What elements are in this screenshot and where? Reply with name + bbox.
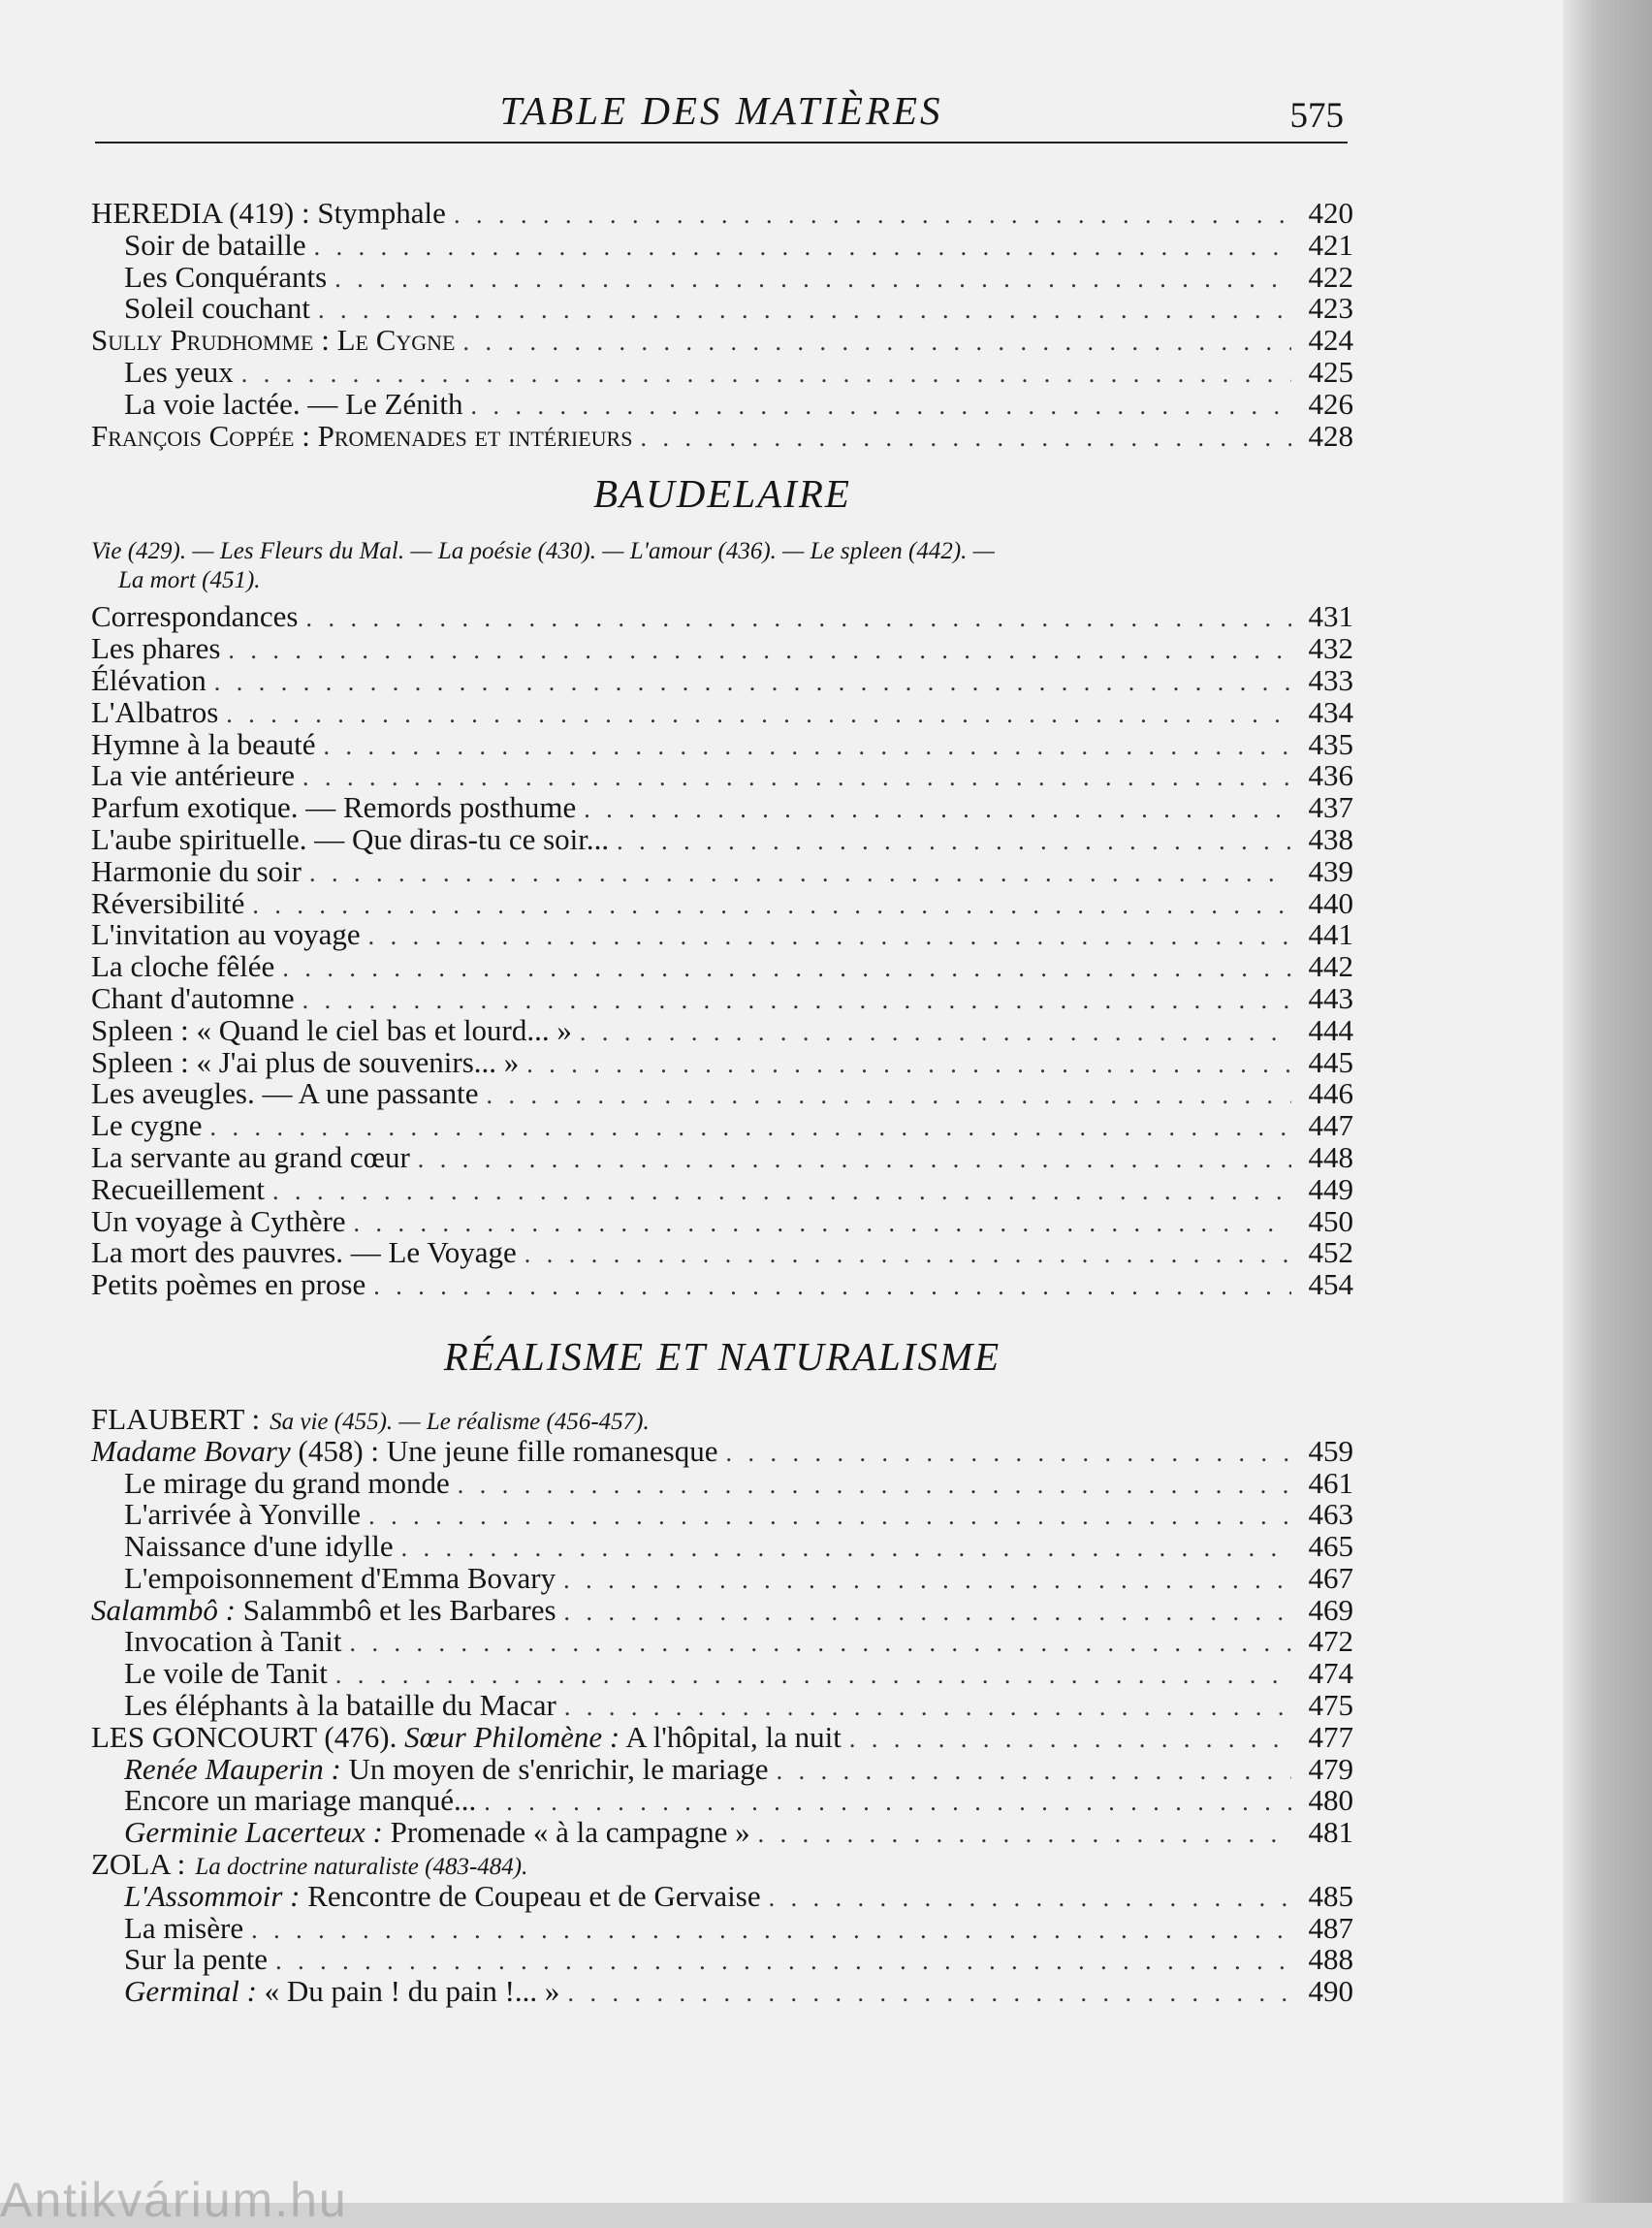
entry-text: L'aube spirituelle. — Que diras-tu ce soir... bbox=[91, 821, 610, 856]
entry-text: Sur la pente bbox=[124, 1942, 269, 1977]
baudelaire-intro bbox=[91, 537, 1353, 595]
entry-text: Sully Prudhomme : Le Cygne bbox=[91, 323, 456, 358]
dot-leader bbox=[368, 1501, 1291, 1533]
work-title: Renée Mauperin : bbox=[124, 1751, 341, 1786]
toc-entry-title bbox=[91, 1012, 572, 1047]
toc-entry-page: 438 bbox=[1308, 821, 1353, 856]
toc-entry-title bbox=[124, 1560, 556, 1595]
toc-entry[interactable] bbox=[91, 386, 1353, 421]
toc-entry-title bbox=[91, 1139, 410, 1174]
entry-text: L'arrivée à Yonville bbox=[124, 1497, 362, 1532]
toc-entry[interactable] bbox=[91, 1171, 1353, 1206]
toc-entry[interactable] bbox=[91, 227, 1353, 262]
toc-entry[interactable] bbox=[91, 1560, 1353, 1595]
dot-leader bbox=[214, 667, 1291, 699]
entry-text: La mort des pauvres. — Le Voyage bbox=[91, 1235, 517, 1270]
toc-entry-title bbox=[91, 325, 455, 357]
flaubert-heading bbox=[91, 1401, 1353, 1436]
entry-text: Le mirage du grand monde bbox=[124, 1465, 450, 1500]
toc-entry-title bbox=[91, 1110, 202, 1142]
toc-entry-title bbox=[124, 1785, 476, 1817]
dot-leader bbox=[282, 953, 1291, 985]
dot-leader bbox=[726, 1438, 1292, 1470]
toc-entry-page: 480 bbox=[1308, 1783, 1353, 1818]
page-title: TABLE DES MATIÈRES bbox=[499, 88, 943, 133]
toc-entry-title bbox=[91, 418, 633, 453]
toc-entry-title bbox=[124, 1626, 342, 1658]
toc-entry-page: 475 bbox=[1308, 1688, 1353, 1723]
zola-head: ZOLA : bbox=[91, 1847, 186, 1882]
toc-entry-title bbox=[91, 726, 316, 761]
baudelaire-intro-line2: La mort (451). bbox=[118, 567, 261, 594]
dot-leader bbox=[418, 1144, 1291, 1176]
dot-leader bbox=[272, 1176, 1291, 1208]
entry-text: (458) : Une jeune fille romanesque bbox=[290, 1433, 718, 1468]
toc-entry[interactable] bbox=[91, 1658, 1353, 1690]
toc-entry[interactable] bbox=[91, 853, 1353, 888]
toc-entry-page: 477 bbox=[1308, 1719, 1353, 1754]
dot-leader bbox=[318, 295, 1291, 327]
toc-entry[interactable] bbox=[91, 259, 1353, 294]
entry-text: Recueillement bbox=[91, 1171, 266, 1206]
flaubert-head: FLAUBERT : bbox=[91, 1401, 261, 1436]
entry-text: Élévation bbox=[91, 662, 206, 697]
toc-entry-title bbox=[124, 386, 463, 421]
entry-text: Un moyen de s'enrichir, le mariage bbox=[340, 1751, 769, 1786]
toc-entry-page: 447 bbox=[1308, 1108, 1353, 1143]
toc-entry-title bbox=[124, 1690, 556, 1722]
entry-text: Promenade « à la campagne » bbox=[382, 1815, 750, 1850]
toc-entry[interactable] bbox=[91, 885, 1353, 920]
entry-text: Les phares bbox=[91, 631, 221, 666]
toc-entry[interactable] bbox=[91, 1719, 1353, 1754]
dot-leader bbox=[334, 264, 1291, 296]
toc-entry[interactable] bbox=[91, 662, 1353, 697]
toc-entry-title bbox=[91, 1719, 842, 1754]
toc-entry[interactable] bbox=[91, 726, 1353, 761]
toc-entry[interactable] bbox=[91, 821, 1353, 856]
toc-entry-title bbox=[124, 354, 234, 389]
toc-entry[interactable] bbox=[91, 1976, 1353, 2008]
toc-entry-page: 469 bbox=[1308, 1592, 1353, 1627]
toc-entry[interactable] bbox=[91, 1499, 1353, 1531]
toc-entry-page: 432 bbox=[1308, 631, 1353, 666]
toc-entry-page: 452 bbox=[1308, 1235, 1353, 1270]
toc-entry-page: 449 bbox=[1308, 1171, 1353, 1206]
entry-text: La voie lactée. — Le Zénith bbox=[124, 386, 463, 421]
toc-entry[interactable] bbox=[91, 1910, 1353, 1945]
entry-text: Rencontre de Coupeau et de Gervaise bbox=[300, 1878, 761, 1913]
toc-entry[interactable] bbox=[91, 1203, 1353, 1238]
toc-entry-page: 450 bbox=[1308, 1203, 1353, 1238]
toc-entry-title bbox=[124, 1531, 394, 1563]
toc-entry-page: 474 bbox=[1308, 1656, 1353, 1691]
entry-text: La vie antérieure bbox=[91, 758, 295, 793]
toc-entry-page: 425 bbox=[1308, 354, 1353, 389]
toc-entry-page: 440 bbox=[1308, 885, 1353, 920]
toc-entry[interactable] bbox=[91, 418, 1353, 453]
section-title-baudelaire: BAUDELAIRE bbox=[593, 471, 851, 517]
zola-heading bbox=[91, 1849, 1353, 1881]
dot-leader bbox=[777, 1756, 1291, 1788]
entry-text: Le voile de Tanit bbox=[124, 1656, 328, 1691]
toc-entry-page: 428 bbox=[1308, 418, 1353, 453]
dot-leader bbox=[462, 327, 1291, 359]
running-header bbox=[95, 83, 1348, 143]
toc-entry[interactable] bbox=[91, 1626, 1353, 1658]
entry-text: La cloche fêlée bbox=[91, 949, 275, 984]
entry-text: Petits poèmes en prose bbox=[91, 1267, 366, 1302]
entry-text: Le cygne bbox=[91, 1108, 203, 1143]
toc-entry-page: 490 bbox=[1308, 1974, 1353, 2009]
toc-entry[interactable] bbox=[91, 1785, 1353, 1817]
toc-entry-page: 461 bbox=[1308, 1465, 1353, 1500]
entry-text: Spleen : « Quand le ciel bas et lourd... » bbox=[91, 1012, 572, 1047]
toc-entry[interactable] bbox=[91, 1465, 1353, 1500]
toc-entry-title bbox=[124, 227, 306, 262]
work-title: Germinal : bbox=[124, 1974, 257, 2009]
entry-text: L'Albatros bbox=[91, 694, 219, 729]
toc-entry-page: 481 bbox=[1308, 1815, 1353, 1850]
toc-entry[interactable] bbox=[91, 1269, 1353, 1301]
toc-entry[interactable] bbox=[91, 1237, 1353, 1269]
toc-entry[interactable] bbox=[91, 325, 1353, 357]
entry-text: L'invitation au voyage bbox=[91, 917, 361, 952]
toc-entry[interactable] bbox=[91, 919, 1353, 951]
entry-text: Chant d'automne bbox=[91, 980, 295, 1015]
toc-entry[interactable] bbox=[91, 1433, 1353, 1468]
toc-entry[interactable] bbox=[91, 633, 1353, 665]
toc-entry-title bbox=[91, 1171, 266, 1206]
dot-leader bbox=[309, 858, 1291, 890]
toc-entry-title bbox=[91, 1078, 478, 1110]
entry-text: Naissance d'une idylle bbox=[124, 1529, 394, 1564]
toc-entry-page: 488 bbox=[1308, 1942, 1353, 1977]
dot-leader bbox=[454, 200, 1291, 232]
toc-entry-page: 465 bbox=[1308, 1529, 1353, 1564]
toc-entry-title bbox=[91, 662, 206, 697]
dot-leader bbox=[640, 423, 1291, 455]
toc-entry[interactable] bbox=[91, 1139, 1353, 1174]
toc-entry[interactable] bbox=[91, 1878, 1353, 1913]
toc-entry-page: 434 bbox=[1308, 694, 1353, 729]
baudelaire-intro-line1: Vie (429). — Les Fleurs du Mal. — La poésie (430). — L'amour (436). — Le spleen (442). — bbox=[91, 538, 995, 565]
dot-leader bbox=[524, 1239, 1291, 1271]
entry-text: Parfum exotique. — Remords posthume bbox=[91, 790, 577, 825]
toc-entry[interactable] bbox=[91, 1531, 1353, 1563]
toc-entry-title bbox=[124, 1465, 450, 1500]
toc-entry-title bbox=[124, 1751, 769, 1786]
toc-entry-page: 441 bbox=[1308, 917, 1353, 952]
toc-entry-title bbox=[91, 1433, 718, 1468]
entry-text: Réversibilité bbox=[91, 885, 245, 920]
table-of-contents bbox=[91, 198, 1353, 2008]
entry-text: Les Conquérants bbox=[124, 259, 328, 294]
toc-entry-page: 442 bbox=[1308, 949, 1353, 984]
toc-entry[interactable] bbox=[91, 354, 1353, 389]
toc-entry-title bbox=[91, 1237, 517, 1269]
entry-text: La misère bbox=[124, 1910, 244, 1945]
dot-leader bbox=[486, 1080, 1291, 1112]
toc-entry[interactable] bbox=[91, 760, 1353, 792]
toc-entry-page: 435 bbox=[1308, 726, 1353, 761]
dot-leader bbox=[563, 1565, 1291, 1597]
dot-leader bbox=[769, 1883, 1291, 1915]
toc-entry-title bbox=[91, 853, 302, 888]
toc-entry[interactable] bbox=[91, 792, 1353, 824]
dot-leader bbox=[758, 1819, 1291, 1851]
dot-leader bbox=[584, 794, 1291, 826]
dot-leader bbox=[580, 1017, 1291, 1049]
toc-entry-title bbox=[124, 1910, 244, 1945]
toc-entry-title bbox=[91, 694, 219, 729]
dot-leader bbox=[617, 826, 1291, 858]
toc-entry-title bbox=[91, 885, 245, 920]
work-title: Germinie Lacerteux : bbox=[124, 1815, 383, 1850]
toc-entry[interactable] bbox=[91, 293, 1353, 325]
entry-text: Soleil couchant bbox=[124, 291, 310, 326]
toc-entry-title bbox=[91, 919, 361, 951]
entry-text: Spleen : « J'ai plus de souvenirs... » bbox=[91, 1044, 520, 1079]
section-title-realisme: RÉALISME ET NATURALISME bbox=[443, 1333, 1001, 1379]
toc-entry-page: 472 bbox=[1308, 1624, 1353, 1659]
entry-text: Invocation à Tanit bbox=[124, 1624, 342, 1659]
toc-entry-page: 431 bbox=[1308, 599, 1353, 634]
entry-text: A l'hôpital, la nuit bbox=[620, 1719, 842, 1754]
dot-leader bbox=[373, 1271, 1291, 1303]
toc-entry-title bbox=[91, 980, 295, 1015]
entry-text: Les aveugles. — A une passante bbox=[91, 1076, 479, 1111]
toc-entry-title bbox=[91, 601, 299, 633]
toc-entry[interactable] bbox=[91, 601, 1353, 633]
toc-entry[interactable] bbox=[91, 1751, 1353, 1786]
toc-entry-title bbox=[91, 198, 446, 230]
zola-intro: La doctrine naturaliste (483-484). bbox=[195, 1854, 528, 1881]
toc-block-zola bbox=[91, 1878, 1353, 2009]
dot-leader bbox=[526, 1049, 1291, 1081]
toc-entry-page: 463 bbox=[1308, 1497, 1353, 1532]
toc-entry-title bbox=[91, 821, 610, 856]
toc-entry[interactable] bbox=[91, 1817, 1353, 1849]
toc-entry-title bbox=[91, 1203, 346, 1238]
entry-text: Correspondances bbox=[91, 599, 299, 634]
entry-text: La servante au grand cœur bbox=[91, 1139, 410, 1174]
toc-entry[interactable] bbox=[91, 1012, 1353, 1047]
toc-entry[interactable] bbox=[91, 694, 1353, 729]
dot-leader bbox=[564, 1597, 1291, 1629]
toc-entry-title bbox=[124, 293, 310, 325]
entry-text: Encore un mariage manqué... bbox=[124, 1783, 477, 1818]
toc-entry-title bbox=[91, 1592, 556, 1627]
toc-entry-page: 424 bbox=[1308, 323, 1353, 358]
entry-text: Hymne à la beauté bbox=[91, 726, 316, 761]
dot-leader bbox=[350, 1628, 1291, 1660]
entry-text: François Coppée : Promenades et intérieurs bbox=[91, 418, 633, 453]
toc-entry-title bbox=[91, 792, 576, 824]
toc-block-realisme bbox=[91, 1433, 1353, 1850]
toc-entry[interactable] bbox=[91, 198, 1353, 230]
page-number: 575 bbox=[1289, 96, 1344, 136]
entry-text: L'empoisonnement d'Emma Bovary bbox=[124, 1560, 556, 1595]
entry-text: Les éléphants à la bataille du Macar bbox=[124, 1688, 556, 1723]
toc-entry[interactable] bbox=[91, 1078, 1353, 1110]
dot-leader bbox=[306, 603, 1292, 635]
toc-entry-title bbox=[91, 951, 274, 983]
toc-entry[interactable] bbox=[91, 1592, 1353, 1627]
dot-leader bbox=[226, 699, 1291, 731]
toc-entry[interactable] bbox=[91, 1044, 1353, 1079]
toc-entry-page: 443 bbox=[1308, 980, 1353, 1015]
toc-entry-page: 444 bbox=[1308, 1012, 1353, 1047]
toc-block-parnasse bbox=[91, 198, 1353, 452]
entry-text: Salammbô et les Barbares bbox=[235, 1592, 556, 1627]
toc-entry[interactable] bbox=[91, 951, 1353, 983]
work-title: Salammbô : bbox=[91, 1592, 236, 1627]
work-title: Sœur Philomène : bbox=[404, 1719, 620, 1754]
toc-entry-page: 487 bbox=[1308, 1910, 1353, 1945]
dot-leader bbox=[368, 921, 1291, 953]
toc-entry-title bbox=[124, 1658, 328, 1690]
dot-leader bbox=[324, 731, 1291, 763]
watermark: Antikvárium.hu bbox=[0, 2173, 348, 2227]
page-edge bbox=[1563, 0, 1652, 2203]
entry-text: HEREDIA (419) : Stymphale bbox=[91, 196, 446, 230]
toc-entry-title bbox=[124, 1976, 559, 2008]
dot-leader bbox=[228, 635, 1291, 667]
toc-entry-page: 446 bbox=[1308, 1076, 1353, 1111]
toc-entry[interactable] bbox=[91, 1690, 1353, 1722]
dot-leader bbox=[314, 232, 1291, 264]
entry-text: Harmonie du soir bbox=[91, 853, 302, 888]
work-title: L'Assommoir : bbox=[124, 1878, 301, 1913]
toc-entry-page: 433 bbox=[1308, 662, 1353, 697]
dot-leader bbox=[567, 1978, 1291, 2010]
entry-text: « Du pain ! du pain !... » bbox=[256, 1974, 560, 2009]
toc-entry-page: 422 bbox=[1308, 259, 1353, 294]
flaubert-intro: Sa vie (455). — Le réalisme (456-457). bbox=[270, 1408, 650, 1435]
toc-entry-title bbox=[124, 259, 328, 294]
entry-text: Les yeux bbox=[124, 354, 234, 389]
toc-entry-page: 437 bbox=[1308, 790, 1353, 825]
toc-entry-title bbox=[124, 1817, 750, 1849]
work-title: Madame Bovary bbox=[91, 1433, 291, 1468]
toc-entry-page: 439 bbox=[1308, 853, 1353, 888]
dot-leader bbox=[251, 1915, 1291, 1947]
dot-leader bbox=[849, 1724, 1291, 1756]
entry-text: Un voyage à Cythère bbox=[91, 1203, 346, 1238]
dot-leader bbox=[252, 890, 1291, 922]
dot-leader bbox=[458, 1470, 1291, 1502]
toc-entry-title bbox=[124, 1878, 761, 1913]
toc-entry-page: 426 bbox=[1308, 386, 1353, 421]
toc-entry-title bbox=[91, 760, 295, 792]
toc-entry[interactable] bbox=[91, 1944, 1353, 1976]
toc-entry-page: 445 bbox=[1308, 1044, 1353, 1079]
toc-entry-title bbox=[124, 1944, 268, 1976]
toc-entry[interactable] bbox=[91, 980, 1353, 1015]
toc-entry-page: 423 bbox=[1308, 291, 1353, 326]
toc-block-baudelaire bbox=[91, 601, 1353, 1301]
toc-entry-title bbox=[91, 1269, 365, 1301]
entry-text: Soir de bataille bbox=[124, 227, 306, 262]
toc-entry-page: 479 bbox=[1308, 1751, 1353, 1786]
toc-entry-page: 436 bbox=[1308, 758, 1353, 793]
toc-entry-page: 485 bbox=[1308, 1878, 1353, 1913]
toc-entry-page: 448 bbox=[1308, 1139, 1353, 1174]
toc-entry[interactable] bbox=[91, 1110, 1353, 1142]
toc-entry-title bbox=[91, 633, 220, 665]
toc-entry-page: 454 bbox=[1308, 1267, 1353, 1302]
toc-entry-page: 459 bbox=[1308, 1433, 1353, 1468]
toc-entry-page: 420 bbox=[1308, 196, 1353, 230]
toc-entry-page: 467 bbox=[1308, 1560, 1353, 1595]
toc-entry-title bbox=[124, 1499, 361, 1531]
entry-text: LES GONCOURT (476). bbox=[91, 1719, 405, 1754]
toc-entry-page: 421 bbox=[1308, 227, 1353, 262]
toc-entry-title bbox=[91, 1044, 520, 1079]
